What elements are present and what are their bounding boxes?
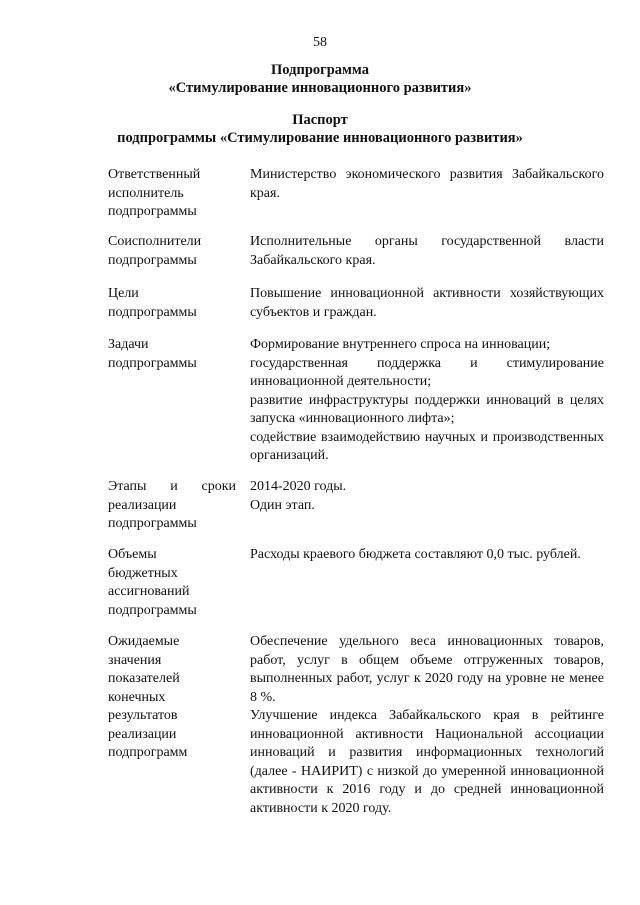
row-value-paragraph: государственная поддержка и стимулирование инновационной деятельности; bbox=[250, 355, 604, 389]
row-label-line: подпрограммы bbox=[108, 252, 197, 268]
row-label-line: подпрограммы bbox=[108, 516, 197, 531]
page-number: 58 bbox=[313, 35, 327, 50]
row-label-line: Цели bbox=[108, 286, 139, 301]
passport-row-coexecutors bbox=[108, 233, 604, 270]
row-value-paragraph: Формирование внутреннего спроса на инновации; bbox=[250, 337, 551, 352]
row-value-paragraph: Министерство экономического развития Забайкальского края. bbox=[250, 167, 604, 201]
row-label bbox=[108, 336, 236, 466]
row-label-line: конечных bbox=[108, 689, 166, 705]
row-value-paragraph: 2014-2020 годы. bbox=[250, 479, 347, 494]
row-value-paragraph: Один этап. bbox=[250, 497, 315, 513]
row-label bbox=[108, 478, 236, 534]
row-value bbox=[250, 336, 604, 466]
row-value bbox=[250, 546, 604, 620]
row-value bbox=[250, 633, 604, 818]
row-label-line: реализации bbox=[108, 726, 177, 742]
row-value bbox=[250, 478, 604, 534]
row-label-line: показателей bbox=[108, 671, 180, 686]
row-label-line: Соисполнители bbox=[108, 234, 202, 249]
passport-row-expected-results bbox=[108, 633, 604, 818]
row-label bbox=[108, 285, 236, 322]
row-label-line: подпрограмм bbox=[108, 745, 188, 760]
row-label-line: подпрограммы bbox=[108, 355, 197, 371]
row-value bbox=[250, 233, 604, 270]
row-label-line: Ожидаемые bbox=[108, 634, 180, 649]
row-label-line: подпрограммы bbox=[108, 602, 197, 618]
row-label-line: значения bbox=[108, 652, 162, 668]
row-label bbox=[108, 166, 236, 222]
passport-row-responsible bbox=[108, 166, 604, 222]
row-value-paragraph: Исполнительные органы государственной власти Забайкальского края. bbox=[250, 234, 604, 268]
passport-heading-line2: подпрограммы «Стимулирование инновационного развития» bbox=[117, 130, 523, 146]
row-value-paragraph: развитие инфраструктуры поддержки инноваций в целях запуска «инновационного лифта»; bbox=[250, 392, 604, 426]
row-label bbox=[108, 233, 236, 270]
row-label bbox=[108, 633, 236, 818]
subprogram-heading-line1: Подпрограмма bbox=[271, 62, 369, 78]
row-label-line: Задачи bbox=[108, 337, 149, 352]
row-label-line: результатов bbox=[108, 708, 178, 723]
subprogram-heading-line2: «Стимулирование инновационного развития» bbox=[168, 80, 472, 96]
subprogram-heading bbox=[0, 61, 640, 97]
row-value-paragraph: Улучшение индекса Забайкальского края в рейтинге инновационной активности Национальной ассоциации инноваций и развития информационных технологий (далее - НАИРИТ) с низкой до умеренной инновационной активности к 2016 году и до средней инновационной активности к 2020 году. bbox=[250, 708, 604, 816]
row-value-paragraph: Обеспечение удельного веса инновационных товаров, работ, услуг в общем объеме отгруженных товаров, выполненных работ, услуг к 2020 году на уровне не менее 8 %. bbox=[250, 634, 604, 705]
row-label bbox=[108, 546, 236, 620]
row-label-line: подпрограммы bbox=[108, 304, 197, 320]
row-label-line: исполнитель bbox=[108, 185, 184, 201]
passport-row-stages bbox=[108, 478, 604, 534]
row-label-line: Объемы bbox=[108, 547, 157, 562]
row-value-paragraph: содействие взаимодействию научных и производственных организаций. bbox=[250, 429, 604, 463]
row-label-line: подпрограммы bbox=[108, 204, 197, 219]
passport-heading-line1: Паспорт bbox=[292, 112, 348, 128]
row-value-paragraph: Расходы краевого бюджета составляют 0,0 тыс. рублей. bbox=[250, 547, 581, 562]
row-label-line: Ответственный bbox=[108, 167, 201, 182]
passport-row-goals bbox=[108, 285, 604, 322]
passport-heading bbox=[0, 111, 640, 147]
row-value bbox=[250, 166, 604, 222]
passport-row-tasks bbox=[108, 336, 604, 466]
row-label-line: Этапы и сроки bbox=[108, 479, 236, 494]
row-label-line: реализации bbox=[108, 497, 177, 513]
row-value bbox=[250, 285, 604, 322]
row-value-paragraph: Повышение инновационной активности хозяйствующих субъектов и граждан. bbox=[250, 286, 604, 320]
row-label-line: ассигнований bbox=[108, 584, 190, 599]
row-label-line: бюджетных bbox=[108, 565, 178, 581]
passport-row-budget bbox=[108, 546, 604, 620]
